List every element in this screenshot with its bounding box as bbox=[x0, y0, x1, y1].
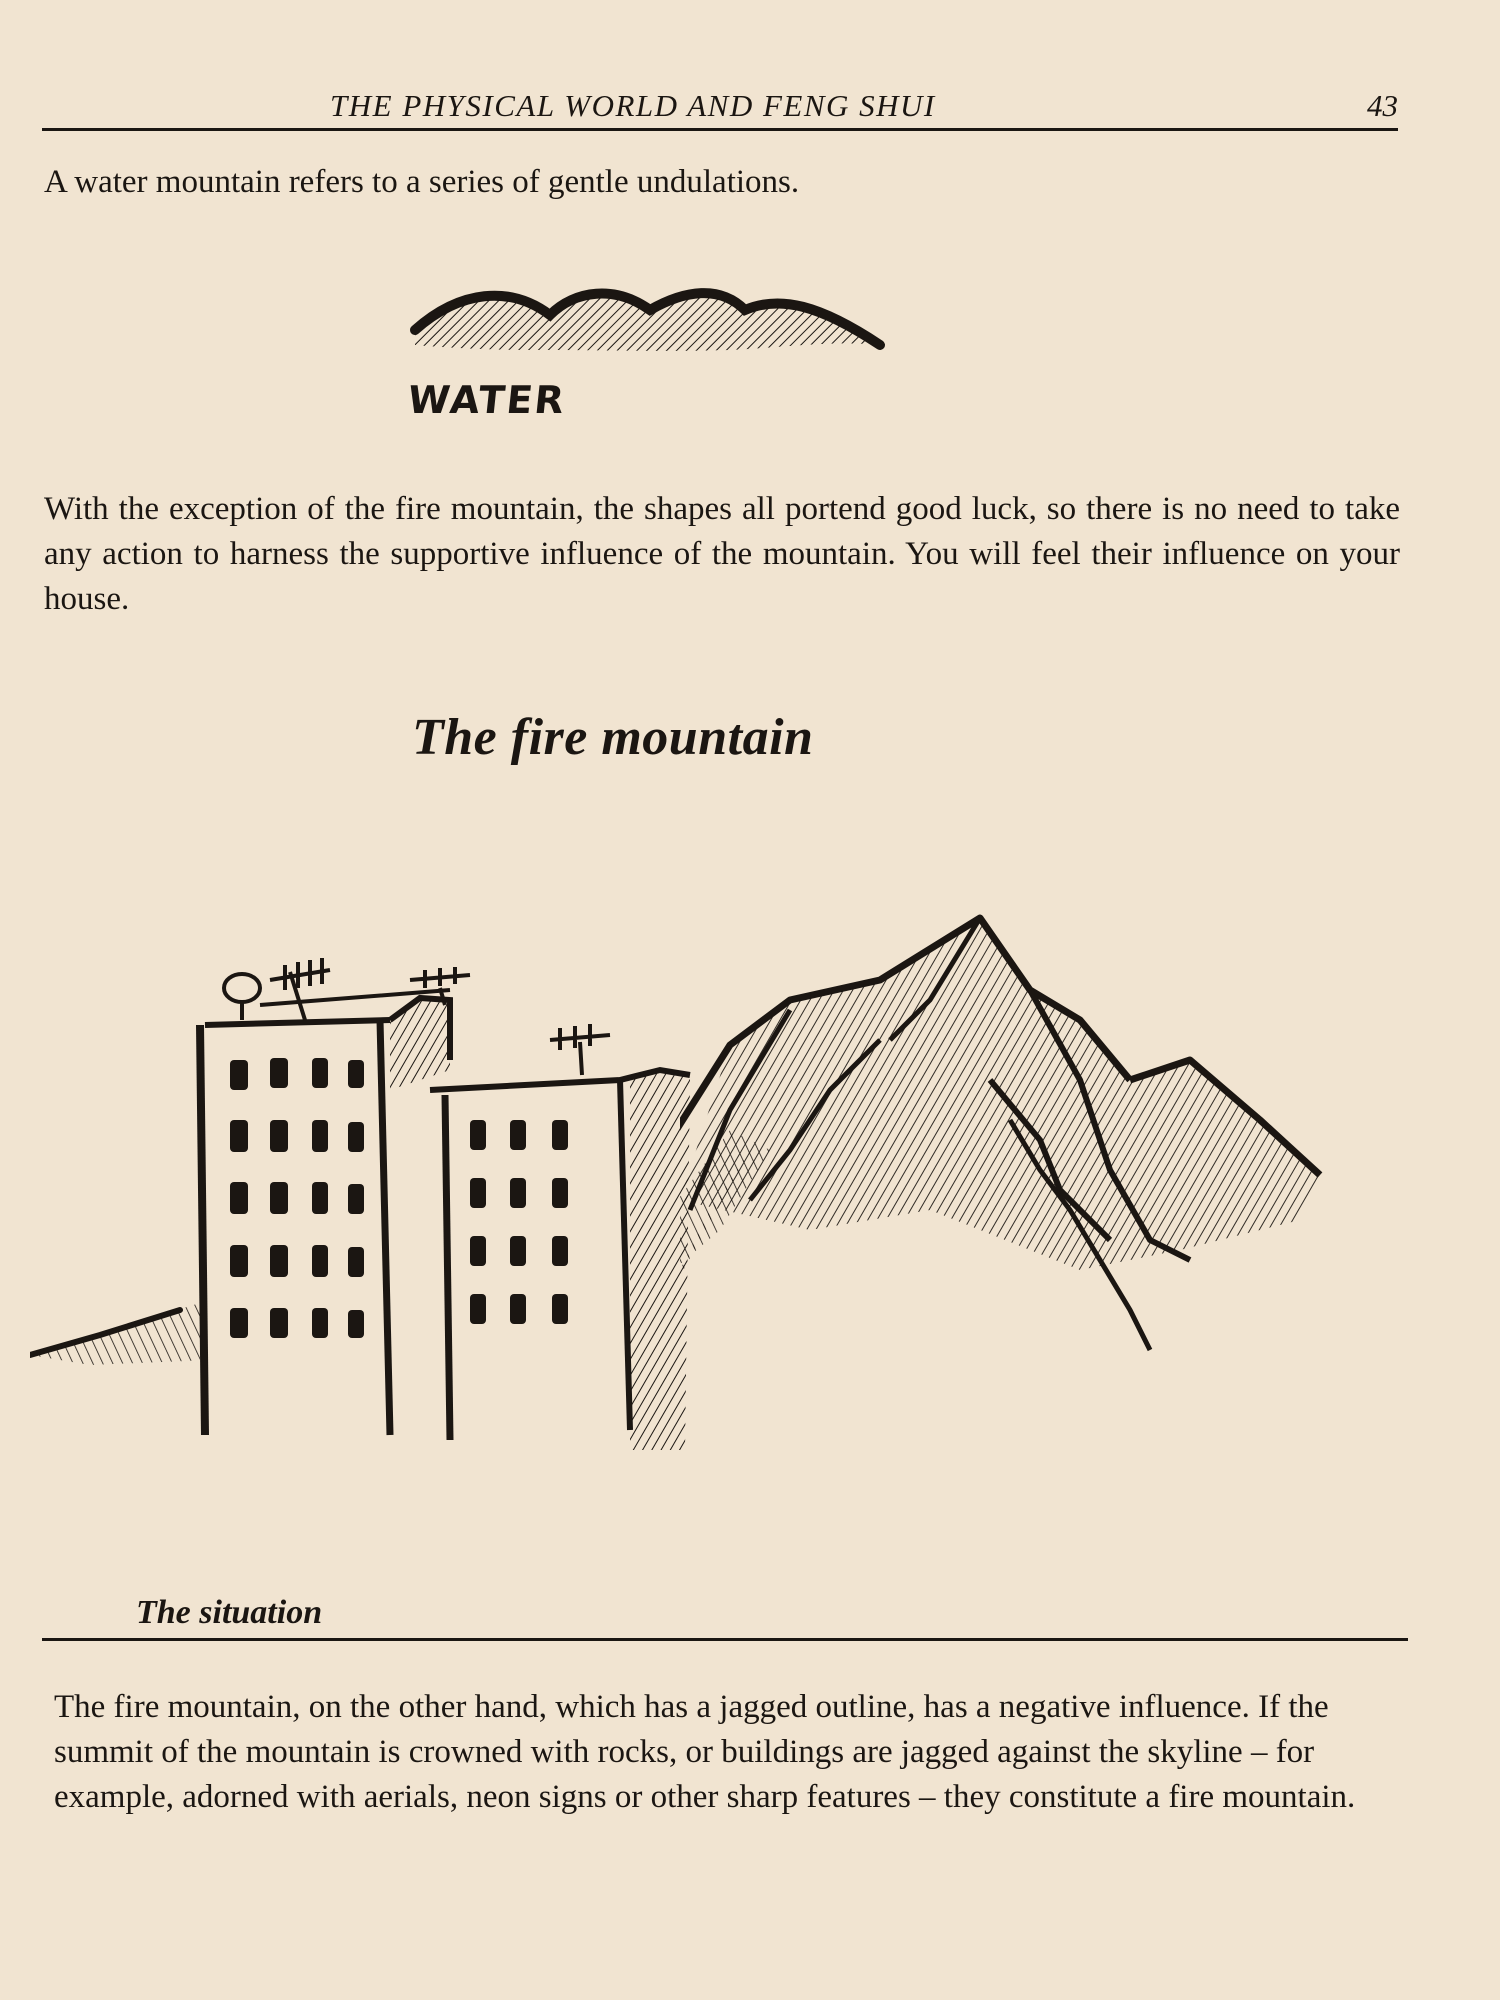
tall-building bbox=[200, 998, 450, 1440]
fire-mountain-illustration bbox=[30, 910, 1370, 1470]
low-hill bbox=[30, 1300, 210, 1365]
front-building bbox=[430, 1070, 690, 1450]
running-title: THE PHYSICAL WORLD AND FENG SHUI bbox=[330, 88, 936, 123]
caption-rule bbox=[42, 1638, 1408, 1641]
water-figure-label: WATER bbox=[405, 378, 569, 422]
section-heading: The fire mountain bbox=[412, 709, 814, 766]
page-number: 43 bbox=[1367, 88, 1398, 123]
water-mountain-paragraph: A water mountain refers to a series of gentle undulations. bbox=[44, 164, 800, 200]
figure-caption: The situation bbox=[136, 1594, 323, 1631]
fire-mountain-paragraph: The fire mountain, on the other hand, which has a jagged outline, has a negative influence. If the summit of the mountain is crowned with rocks, or buildings are jagged against the skyline – for example, adorned with aerials, neon signs or other sharp features – they constitute a fire mountain. bbox=[54, 1689, 1356, 1815]
running-header bbox=[42, 88, 1398, 131]
exception-paragraph: With the exception of the fire mountain, the shapes all portend good luck, so there is no need to take any action to harness the supportive influence of the mountain. You will feel their influence on your house. bbox=[44, 491, 1400, 617]
